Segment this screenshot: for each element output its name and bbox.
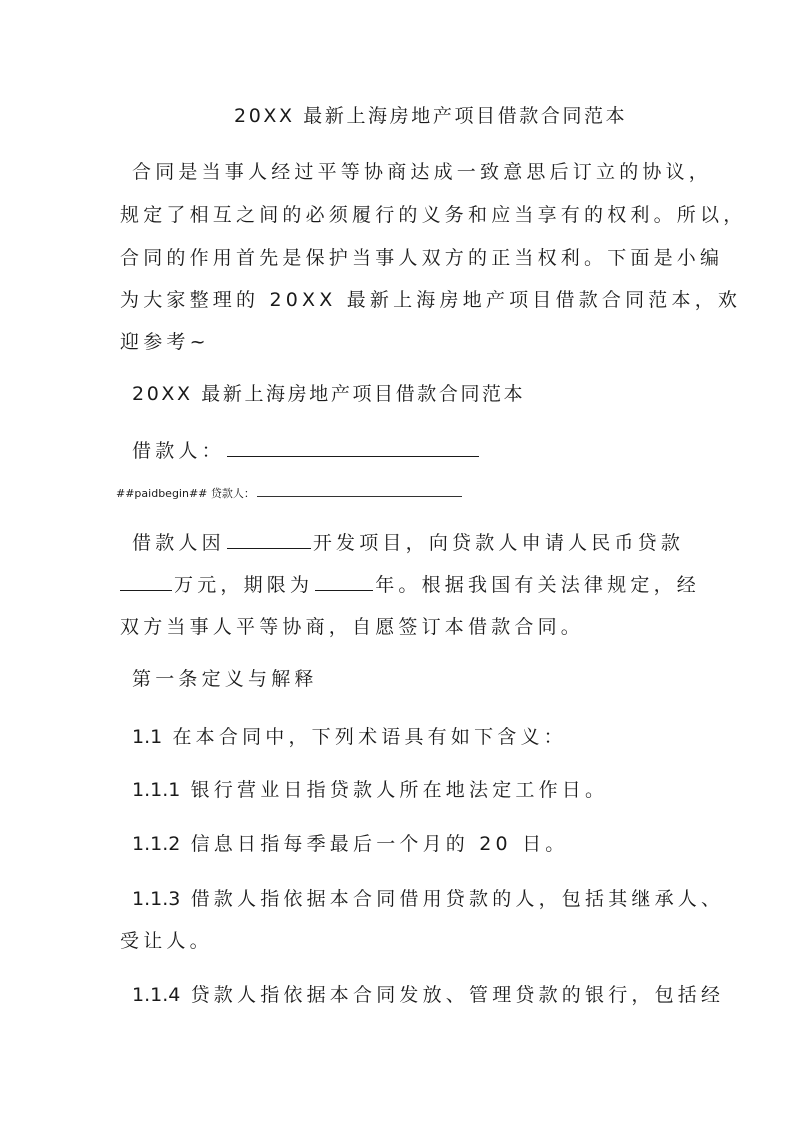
section-subtitle: 20XX 最新上海房地产项目借款合同范本 xyxy=(132,383,526,405)
article-1-heading: 第一条定义与解释 xyxy=(132,668,318,690)
project-blank[interactable] xyxy=(227,531,311,549)
clause-text: 开发项目，向贷款人申请人民币贷款 xyxy=(312,532,685,554)
item-number: 1.1 xyxy=(132,726,163,748)
clause-line-1 xyxy=(132,531,684,555)
lender-label: 贷款人： xyxy=(210,487,255,500)
item-text: 借款人指依据本合同借用贷款的人，包括其继承人、 xyxy=(190,888,725,910)
lender-blank[interactable] xyxy=(257,486,462,497)
intro-line-4: 为大家整理的 20XX 最新上海房地产项目借款合同范本，欢 xyxy=(120,289,742,311)
intro-line-3: 合同的作用首先是保护当事人双方的正当权利。下面是小编 xyxy=(120,247,724,269)
item-1-1-3-cont: 受让人。 xyxy=(120,930,213,952)
lender-line xyxy=(116,486,462,501)
intro-line-5: 迎参考~ xyxy=(120,331,210,353)
item-1-1-4 xyxy=(132,983,724,1007)
term-blank[interactable] xyxy=(315,573,373,591)
intro-line-2: 规定了相互之间的必须履行的义务和应当享有的权利。所以， xyxy=(120,204,747,226)
item-text: 贷款人指依据本合同发放、管理贷款的银行，包括经 xyxy=(190,984,725,1006)
borrower-label: 借款人： xyxy=(132,440,225,462)
intro-line-1: 合同是当事人经过平等协商达成一致意思后订立的协议， xyxy=(132,161,713,183)
item-1-1-2 xyxy=(132,832,568,856)
clause-line-3: 双方当事人平等协商，自愿签订本借款合同。 xyxy=(120,616,585,638)
document-title: 20XX 最新上海房地产项目借款合同范本 xyxy=(234,105,628,127)
item-number: 1.1.4 xyxy=(132,984,181,1006)
item-1-1-1 xyxy=(132,778,608,802)
amount-blank[interactable] xyxy=(120,573,172,591)
item-text: 银行营业日指贷款人所在地法定工作日。 xyxy=(190,779,609,801)
borrower-line xyxy=(132,439,481,463)
paid-marker: ##paidbegin## xyxy=(116,487,208,500)
item-1-1 xyxy=(132,725,567,749)
clause-text: 借款人因 xyxy=(132,532,225,554)
item-number: 1.1.2 xyxy=(132,833,181,855)
item-text: 在本合同中，下列术语具有如下含义： xyxy=(172,726,567,748)
item-text: 信息日指每季最后一个月的 20 日。 xyxy=(190,833,569,855)
item-number: 1.1.3 xyxy=(132,888,181,910)
item-1-1-3 xyxy=(132,887,724,911)
clause-text: 年。根据我国有关法律规定，经 xyxy=(375,574,701,596)
clause-text: 万元，期限为 xyxy=(174,574,314,596)
borrower-blank[interactable] xyxy=(227,439,479,457)
clause-line-2 xyxy=(120,573,700,597)
item-number: 1.1.1 xyxy=(132,779,181,801)
